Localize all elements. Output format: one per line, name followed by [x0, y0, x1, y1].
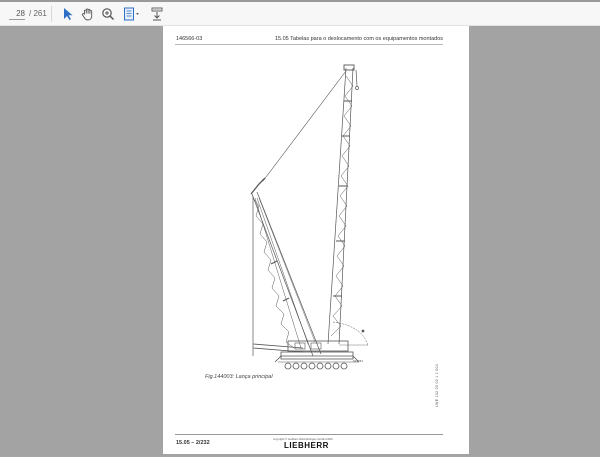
select-tool-button[interactable] — [59, 5, 77, 23]
figure-caption: Fig.144003: Lança principal — [205, 374, 273, 380]
scroll-icon — [150, 7, 164, 21]
footer-copyright: copyright © Liebherr-Werk Ehingen GmbH 2020 — [273, 437, 333, 441]
crane-drawing — [163, 26, 469, 426]
scroll-mode-button[interactable] — [148, 5, 166, 23]
footer-rule — [175, 434, 443, 435]
hand-icon — [81, 7, 95, 21]
footer-page-number: 15.05 – 2/232 — [176, 440, 210, 446]
arrow-cursor-icon — [62, 7, 74, 21]
brand-logo: LIEBHERR — [284, 441, 329, 450]
page-fit-icon — [123, 7, 141, 21]
header-doc-number: 146566-03 — [176, 36, 203, 42]
page-total: / 261 — [29, 9, 47, 18]
figure-label: 029781 — [353, 359, 364, 363]
pdf-page — [163, 26, 469, 454]
hand-tool-button[interactable] — [79, 5, 97, 23]
zoom-in-button[interactable] — [99, 5, 117, 23]
header-section-title: 15.05 Tabelas para o deslocamento com os equipamentos montados — [274, 36, 443, 42]
page-fit-dropdown[interactable] — [121, 5, 143, 23]
zoom-in-icon — [101, 7, 115, 21]
vertical-reference-code: LWE 102 00 02 1 1 004 — [435, 364, 439, 407]
pdf-toolbar — [0, 2, 600, 26]
toolbar-separator — [51, 6, 52, 22]
page-number-input[interactable] — [9, 7, 25, 20]
